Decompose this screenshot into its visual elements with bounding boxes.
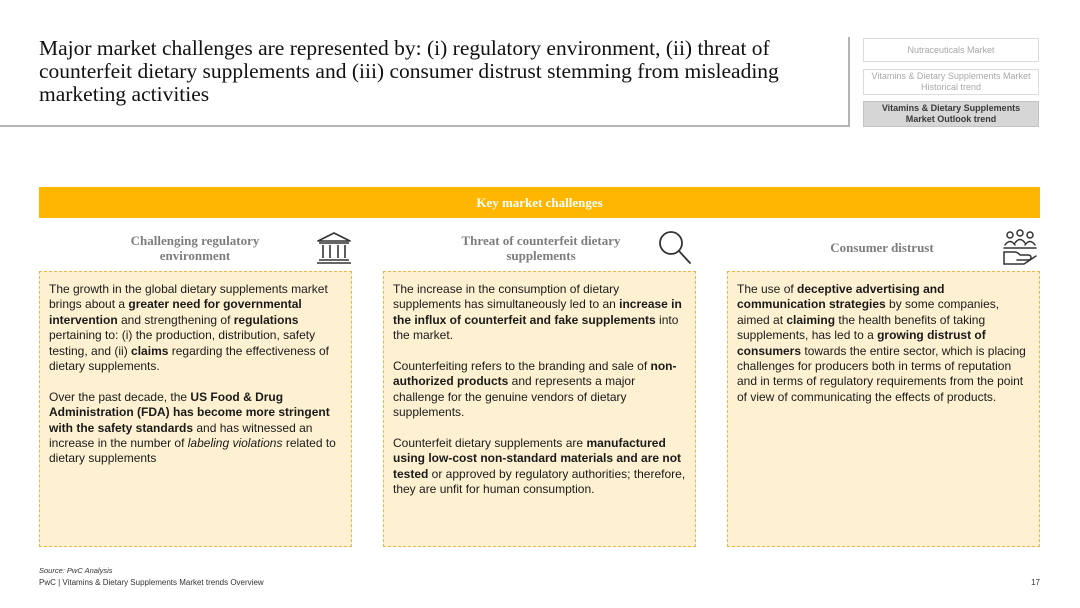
text-run: the health benefits of taking supplements, has led to a xyxy=(737,312,986,343)
challenge-paragraph xyxy=(49,390,343,467)
text-run: The growth in the global dietary supplements market brings about a xyxy=(49,282,328,312)
text-run: regarding the effectiveness of dietary supplements. xyxy=(49,343,329,374)
bold-text-run: US Food & Drug Administration (FDA) has become more stringent with the safety standards xyxy=(49,389,330,435)
bold-text-run: claims xyxy=(131,343,169,358)
text-run: related to dietary supplements xyxy=(49,436,336,466)
text-run: by some companies, aimed at xyxy=(737,297,1000,327)
bold-text-run: deceptive advertising and communication strategies xyxy=(737,282,945,312)
bold-text-run: increase in the influx of counterfeit and fake supplements xyxy=(393,297,682,327)
challenge-paragraph xyxy=(393,436,687,498)
text-run: Counterfeiting refers to the branding and sale of xyxy=(393,359,651,374)
text-run: and strengthening of xyxy=(117,312,234,327)
source-note: Source: PwC Analysis xyxy=(39,566,113,575)
text-run: and has witnessed an increase in the number of xyxy=(49,420,313,451)
column-header-consumer xyxy=(727,228,1040,268)
challenge-box-consumer xyxy=(727,271,1040,547)
page-number: 17 xyxy=(1031,578,1040,587)
text-run: The increase in the consumption of dietary supplements has simultaneously led to an xyxy=(393,282,620,312)
bold-text-run: non-authorized products xyxy=(393,359,677,389)
challenge-box-regulatory xyxy=(39,271,352,547)
nav-outlook-trend[interactable]: Vitamins & Dietary Supplements Market Outlook trend xyxy=(863,101,1039,127)
text-run: into the market. xyxy=(393,312,679,343)
column-header-counterfeit xyxy=(383,228,696,268)
text-run: towards the entire sector, which is placing challenges for producers both in terms of reputation and in terms of regulatory requirements from the point of view of communicating the effects of products. xyxy=(737,343,1026,404)
text-run: Counterfeit dietary supplements are xyxy=(393,436,587,451)
challenge-paragraph xyxy=(393,282,687,344)
column-title-regulatory: Challenging regulatory environment xyxy=(130,233,260,263)
nav-nutraceuticals-market[interactable]: Nutraceuticals Market xyxy=(863,38,1039,62)
challenge-paragraph xyxy=(737,282,1031,405)
nav-historical-trend[interactable]: Vitamins & Dietary Supplements Market Historical trend xyxy=(863,69,1039,95)
key-challenges-banner: Key market challenges xyxy=(39,187,1040,218)
bold-text-run: regulations xyxy=(233,312,299,327)
text-run: and represents a major challenge for the genuine vendors of dietary supplements. xyxy=(393,374,636,420)
column-header-regulatory xyxy=(39,228,352,268)
challenge-box-counterfeit xyxy=(383,271,696,547)
consumers-in-hand-icon xyxy=(1000,228,1040,268)
bold-text-run: greater need for governmental intervention xyxy=(49,297,302,327)
magnifier-icon xyxy=(655,228,695,268)
challenge-paragraph xyxy=(49,282,343,374)
bold-text-run: growing distrust of consumers xyxy=(737,328,986,358)
title-frame xyxy=(0,37,850,127)
column-title-consumer: Consumer distrust xyxy=(830,240,934,255)
italic-text-run: labeling violations xyxy=(187,436,283,451)
bold-text-run: manufactured using low-cost non-standard materials and are not tested xyxy=(393,436,682,481)
bold-text-run: claiming xyxy=(786,312,836,327)
footer-text: PwC | Vitamins & Dietary Supplements Market trends Overview xyxy=(39,578,264,587)
text-run: or approved by regulatory authorities; therefore, they are unfit for human consumption. xyxy=(393,466,686,497)
column-title-counterfeit: Threat of counterfeit dietary supplements xyxy=(461,233,621,263)
page-title: Major market challenges are represented by: (i) regulatory environment, (ii) threat of counterfeit dietary supplements and (iii) consumer distrust stemming from misleading marketing activities xyxy=(39,36,779,106)
text-run: pertaining to: (i) the production, distribution, safety testing, and (ii) xyxy=(49,328,316,358)
bank-building-icon xyxy=(314,228,354,268)
text-run: The use of xyxy=(737,282,798,296)
text-run: Over the past decade, the xyxy=(49,389,191,404)
challenge-paragraph xyxy=(393,359,687,421)
